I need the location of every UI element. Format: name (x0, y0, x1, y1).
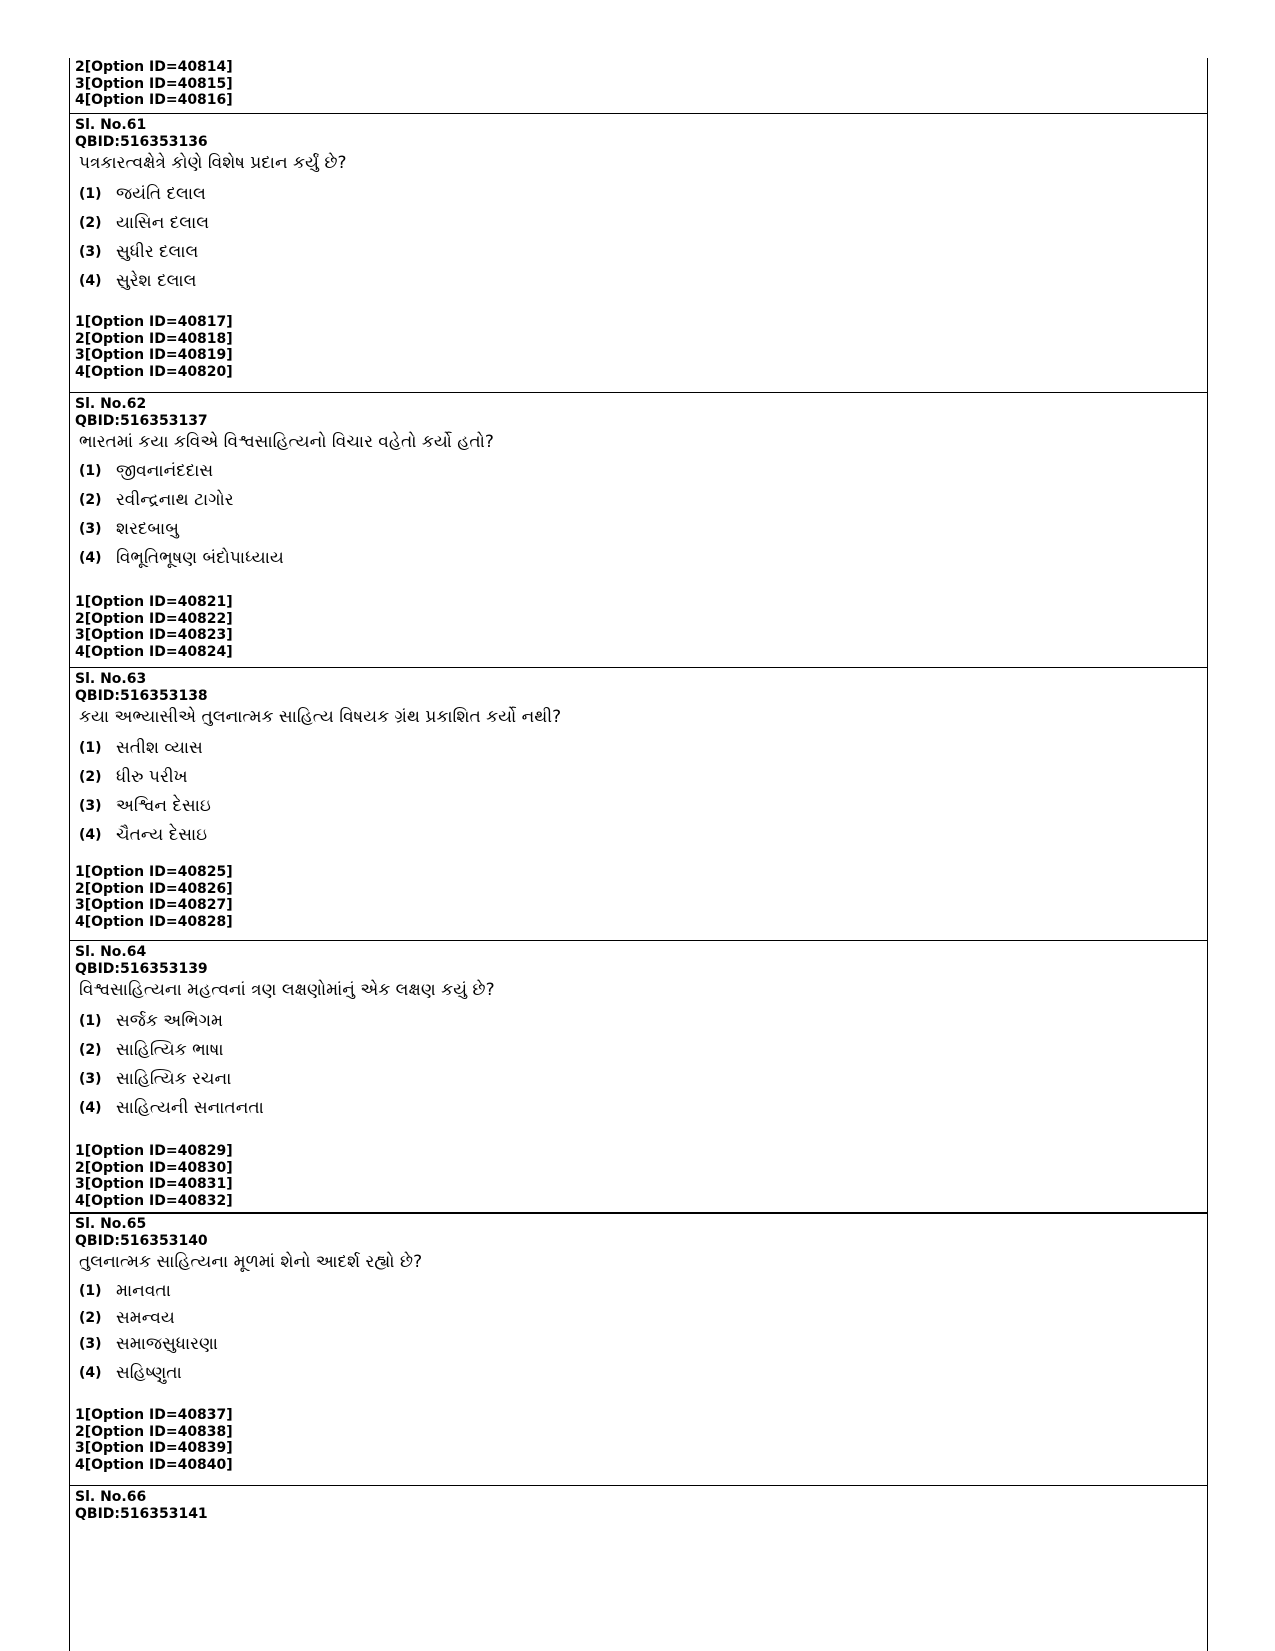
option-row (69, 1306, 1208, 1332)
option-number: (1) (79, 740, 102, 757)
qbid: QBID:516353137 (75, 412, 208, 429)
qbid: QBID:516353139 (75, 960, 208, 977)
option-row (69, 488, 1208, 517)
option-text: સર્જક અભિગમ (116, 1011, 224, 1032)
option-id-line: 1[Option ID=40837] (75, 1407, 233, 1424)
row-divider (69, 940, 1208, 941)
option-row (69, 1361, 1208, 1390)
option-id-line: 4[Option ID=40816] (75, 92, 233, 109)
serial-number: Sl. No.62 (75, 396, 147, 412)
option-text: સમાજસુધારણા (116, 1334, 218, 1355)
option-text: સહિષ્ણુતા (116, 1363, 182, 1384)
row-divider (69, 1485, 1208, 1486)
option-number: (2) (79, 1042, 102, 1059)
option-number: (3) (79, 798, 102, 815)
option-number: (4) (79, 550, 102, 567)
option-id-line: 4[Option ID=40824] (75, 643, 233, 660)
qbid: QBID:516353138 (75, 687, 208, 704)
option-number: (2) (79, 215, 102, 232)
prev-question-option-ids (69, 59, 1208, 109)
option-row (69, 211, 1208, 240)
option-text: સમન્વય (116, 1308, 175, 1329)
option-id-line: 4[Option ID=40832] (75, 1192, 233, 1209)
option-number: (3) (79, 1336, 102, 1353)
option-number: (3) (79, 521, 102, 538)
option-row (69, 269, 1208, 298)
qbid: QBID:516353141 (75, 1505, 208, 1522)
option-row (69, 1332, 1208, 1361)
row-divider (69, 113, 1208, 114)
option-text: જયંતિ દલાલ (116, 184, 206, 205)
option-number: (4) (79, 1365, 102, 1382)
option-number: (4) (79, 827, 102, 844)
qbid: QBID:516353136 (75, 133, 208, 150)
question-text: કયા અભ્યાસીએ તુલનાત્મક સાહિત્ય વિષયક ગ્રંથ પ્રકાશિત કર્યો નથી? (79, 707, 562, 728)
serial-number: Sl. No.65 (75, 1216, 147, 1232)
option-text: ચૈતન્ય દેસાઇ (116, 825, 208, 846)
option-id-line: 3[Option ID=40827] (75, 897, 233, 914)
option-id-line: 4[Option ID=40828] (75, 913, 233, 930)
option-number: (4) (79, 1100, 102, 1117)
option-text: શરદબાબુ (116, 519, 179, 540)
option-text: સતીશ વ્યાસ (116, 738, 203, 759)
option-row (69, 1009, 1208, 1038)
serial-number: Sl. No.66 (75, 1489, 147, 1505)
option-row (69, 765, 1208, 794)
option-row (69, 1096, 1208, 1125)
option-text: યાસિન દલાલ (116, 213, 210, 234)
option-number: (1) (79, 1283, 102, 1300)
option-number: (1) (79, 463, 102, 480)
question-block-66 (69, 1489, 1208, 1522)
option-row (69, 546, 1208, 575)
option-number: (2) (79, 492, 102, 509)
option-row (69, 823, 1208, 852)
question-block-62 (69, 396, 1208, 661)
option-id-line: 2[Option ID=40830] (75, 1159, 233, 1176)
question-block-61 (69, 117, 1208, 381)
option-id-line: 2[Option ID=40838] (75, 1423, 233, 1440)
row-divider (69, 1212, 1208, 1214)
option-id-line: 1[Option ID=40829] (75, 1143, 233, 1160)
option-id-line: 3[Option ID=40823] (75, 627, 233, 644)
option-id-line: 4[Option ID=40840] (75, 1456, 233, 1473)
question-text: ભારતમાં કયા કવિએ વિશ્વસાહિત્યનો વિચાર વહેતો કર્યો હતો? (79, 432, 494, 453)
question-text: વિશ્વસાહિત્યના મહત્વનાં ત્રણ લક્ષણોમાંનું એક લક્ષણ કયું છે? (79, 980, 495, 1001)
option-row (69, 459, 1208, 488)
option-row (69, 1038, 1208, 1067)
option-id-line: 2[Option ID=40818] (75, 330, 233, 347)
option-row (69, 517, 1208, 546)
option-text: વિભૂતિભૂષણ બંદોપાધ્યાય (116, 548, 284, 569)
option-id-line: 3[Option ID=40831] (75, 1176, 233, 1193)
option-number: (2) (79, 769, 102, 786)
option-text: સુરેશ દલાલ (116, 271, 197, 292)
option-id-line: 2[Option ID=40814] (75, 59, 233, 75)
option-row (69, 1279, 1208, 1306)
option-id-line: 1[Option ID=40821] (75, 594, 233, 611)
question-text: પત્રકારત્વક્ષેત્રે કોણે વિશેષ પ્રદાન કર્યું છે? (79, 153, 347, 174)
option-text: રવીન્દ્રનાથ ટાગોર (116, 490, 234, 511)
serial-number: Sl. No.64 (75, 944, 147, 960)
question-block-65 (69, 1216, 1208, 1474)
row-divider (69, 392, 1208, 393)
option-text: ધીરુ પરીખ (116, 767, 188, 788)
option-number: (2) (79, 1310, 102, 1327)
option-id-line: 3[Option ID=40815] (75, 75, 233, 92)
option-number: (3) (79, 1071, 102, 1088)
option-number: (1) (79, 186, 102, 203)
option-id-line: 4[Option ID=40820] (75, 363, 233, 380)
option-text: અશ્વિન દેસાઇ (116, 796, 211, 817)
option-number: (3) (79, 244, 102, 261)
option-text: સુધીર દલાલ (116, 242, 199, 263)
option-row (69, 794, 1208, 823)
option-text: સાહિત્યિક રચના (116, 1069, 232, 1090)
option-id-line: 3[Option ID=40819] (75, 347, 233, 364)
option-number: (1) (79, 1013, 102, 1030)
serial-number: Sl. No.63 (75, 671, 147, 687)
option-text: જીવનાનંદદાસ (116, 461, 214, 482)
question-block-63 (69, 671, 1208, 931)
option-row (69, 240, 1208, 269)
option-id-line: 2[Option ID=40822] (75, 610, 233, 627)
option-text: સાહિત્યની સનાતનતા (116, 1098, 264, 1119)
option-text: માનવતા (116, 1281, 171, 1302)
qbid: QBID:516353140 (75, 1232, 208, 1249)
option-row (69, 1067, 1208, 1096)
row-divider (69, 667, 1208, 668)
question-block-64 (69, 944, 1208, 1210)
option-number: (4) (79, 273, 102, 290)
option-id-line: 1[Option ID=40825] (75, 864, 233, 881)
question-text: તુલનાત્મક સાહિત્યના મૂળમાં શેનો આદર્શ રહ્યો છે? (79, 1252, 423, 1273)
option-text: સાહિત્યિક ભાષા (116, 1040, 224, 1061)
serial-number: Sl. No.61 (75, 117, 147, 133)
option-row (69, 182, 1208, 211)
option-row (69, 736, 1208, 765)
option-id-line: 2[Option ID=40826] (75, 880, 233, 897)
option-id-line: 1[Option ID=40817] (75, 314, 233, 331)
option-id-line: 3[Option ID=40839] (75, 1440, 233, 1457)
